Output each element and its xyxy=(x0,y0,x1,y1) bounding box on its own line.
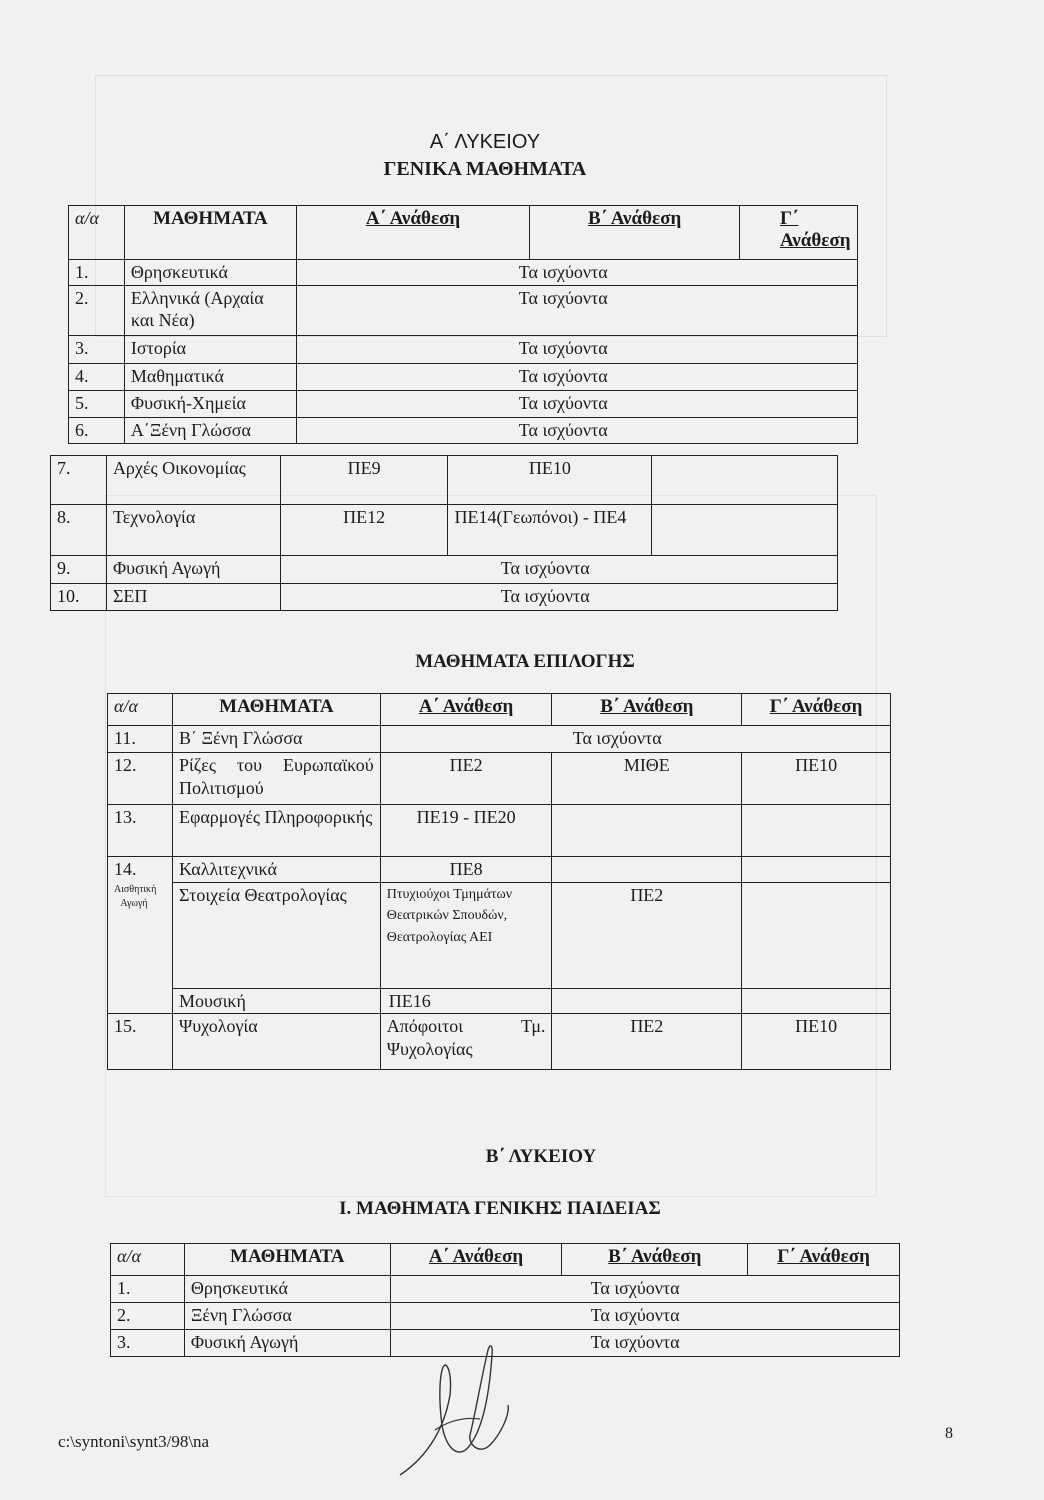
table-row xyxy=(108,726,891,753)
row-number: 9. xyxy=(51,556,107,584)
assignment-b: ΜΙΘΕ xyxy=(552,753,742,805)
table-row xyxy=(51,584,838,611)
table-row xyxy=(69,390,858,417)
row-number: 3. xyxy=(111,1330,185,1357)
row-number: 7. xyxy=(51,456,107,505)
assignment-g xyxy=(652,505,838,556)
row-number: 15. xyxy=(108,1014,173,1070)
row-number: 8. xyxy=(51,505,107,556)
course-name: Θρησκευτικά xyxy=(124,260,296,286)
assignment-span: Τα ισχύοντα xyxy=(296,335,857,363)
header-b: Β΄ Ανάθεση xyxy=(530,206,740,260)
assignment-a: Πτυχιούχοι Τμημάτων Θεατρικών Σπουδών, Θεατρολογίας ΑΕΙ xyxy=(380,882,552,988)
header-a: Α΄ Ανάθεση xyxy=(390,1244,562,1276)
page-title: Α΄ ΛΥΚΕΙΟΥ xyxy=(429,131,541,153)
aesthetic-education-label xyxy=(108,882,173,988)
course-name: Θρησκευτικά xyxy=(184,1276,390,1303)
course-name: Ρίζες του Ευρωπαϊκού Πολιτισμού xyxy=(172,753,380,805)
course-name: Εφαρμογές Πληροφορικής xyxy=(172,805,380,857)
header-b: Β΄ Ανάθεση xyxy=(552,694,742,726)
assignment-g xyxy=(742,988,891,1014)
assignment-g xyxy=(652,456,838,505)
course-name: ΣΕΠ xyxy=(106,584,280,611)
table-row xyxy=(51,556,838,584)
row-number: 1. xyxy=(69,260,125,286)
aesthetic-education-text: Αισθητική Αγωγή xyxy=(114,884,157,909)
assignment-b xyxy=(552,805,742,857)
table-row xyxy=(69,285,858,335)
assignment-b xyxy=(552,857,742,883)
table-row xyxy=(111,1276,900,1303)
assignment-b: ΠΕ14(Γεωπόνοι) - ΠΕ4 xyxy=(448,505,652,556)
table-row xyxy=(69,417,858,443)
assignment-a: ΠΕ2 xyxy=(380,753,552,805)
header-aa: α/α xyxy=(111,1244,185,1276)
header-aa: α/α xyxy=(108,694,173,726)
course-name: Ιστορία xyxy=(124,335,296,363)
row-number: 2. xyxy=(69,285,125,335)
section-title-electives: ΜΑΘΗΜΑΤΑ ΕΠΙΛΟΓΗΣ xyxy=(415,651,635,672)
table-row xyxy=(108,988,891,1014)
assignment-b: ΠΕ2 xyxy=(552,1014,742,1070)
assignment-a: ΠΕ9 xyxy=(280,456,448,505)
row-number: 13. xyxy=(108,805,173,857)
table-row xyxy=(108,857,891,883)
assignment-a: ΠΕ16 xyxy=(380,988,552,1014)
general-courses-table xyxy=(68,205,858,444)
assignment-a: ΠΕ8 xyxy=(380,857,552,883)
table-row xyxy=(108,753,891,805)
section-subtitle-b: Ι. ΜΑΘΗΜΑΤΑ ΓΕΝΙΚΗΣ ΠΑΙΔΕΙΑΣ xyxy=(339,1198,661,1219)
course-name: Α΄Ξένη Γλώσσα xyxy=(124,417,296,443)
assignment-span: Τα ισχύοντα xyxy=(390,1330,899,1357)
table-row xyxy=(108,882,891,988)
header-aa: α/α xyxy=(69,206,125,260)
table-row xyxy=(111,1303,900,1330)
row-number: 5. xyxy=(69,390,125,417)
course-name: Φυσική-Χημεία xyxy=(124,390,296,417)
assignment-a: Απόφοιτοι Τμ. Ψυχολογίας xyxy=(380,1014,552,1070)
signature xyxy=(390,1335,540,1485)
assignment-span: Τα ισχύοντα xyxy=(390,1303,899,1330)
course-name: Μαθηματικά xyxy=(124,363,296,390)
header-b: Β΄ Ανάθεση xyxy=(562,1244,748,1276)
header-a: Α΄ Ανάθεση xyxy=(380,694,552,726)
assignment-g xyxy=(742,882,891,988)
table-row xyxy=(69,260,858,286)
assignment-span: Τα ισχύοντα xyxy=(296,363,857,390)
header-course: ΜΑΘΗΜΑΤΑ xyxy=(184,1244,390,1276)
header-g: Γ΄ Ανάθεση xyxy=(748,1244,900,1276)
section-title: ΓΕΝΙΚΑ ΜΑΘΗΜΑΤΑ xyxy=(383,158,587,180)
file-path: c:\syntoni\synt3/98\na xyxy=(58,1432,210,1451)
section-title-b: Β΄ ΛΥΚΕΙΟΥ xyxy=(485,1146,597,1167)
general-courses-table-continued xyxy=(50,455,838,611)
electives-table xyxy=(107,693,891,1070)
assignment-a: ΠΕ19 - ΠΕ20 xyxy=(380,805,552,857)
header-g: Γ΄ Ανάθεση xyxy=(742,694,891,726)
assignment-b: ΠΕ10 xyxy=(448,456,652,505)
course-name: Φυσική Αγωγή xyxy=(184,1330,390,1357)
header-course: ΜΑΘΗΜΑΤΑ xyxy=(124,206,296,260)
table-row xyxy=(108,1014,891,1070)
course-name: Καλλιτεχνικά xyxy=(172,857,380,883)
assignment-span: Τα ισχύοντα xyxy=(296,260,857,286)
table-row xyxy=(69,363,858,390)
table-row xyxy=(69,335,858,363)
assignment-span: Τα ισχύοντα xyxy=(390,1276,899,1303)
assignment-g: ΠΕ10 xyxy=(742,1014,891,1070)
row-number: 6. xyxy=(69,417,125,443)
assignment-span: Τα ισχύοντα xyxy=(296,417,857,443)
assignment-b xyxy=(552,988,742,1014)
row-number: 1. xyxy=(111,1276,185,1303)
page-number: 8 xyxy=(945,1425,953,1442)
row-number: 11. xyxy=(108,726,173,753)
row-number: 12. xyxy=(108,753,173,805)
row-number xyxy=(108,988,173,1014)
table-row xyxy=(108,805,891,857)
course-name: Τεχνολογία xyxy=(106,505,280,556)
assignment-a: ΠΕ12 xyxy=(280,505,448,556)
row-number: 4. xyxy=(69,363,125,390)
table-row xyxy=(51,505,838,556)
course-name: Φυσική Αγωγή xyxy=(106,556,280,584)
assignment-g xyxy=(742,857,891,883)
row-number: 14. xyxy=(108,857,173,883)
assignment-span: Τα ισχύοντα xyxy=(280,556,837,584)
assignment-g xyxy=(742,805,891,857)
row-number: 2. xyxy=(111,1303,185,1330)
table-row xyxy=(51,456,838,505)
row-number: 3. xyxy=(69,335,125,363)
assignment-g: ΠΕ10 xyxy=(742,753,891,805)
assignment-span: Τα ισχύοντα xyxy=(296,390,857,417)
course-name: Β΄ Ξένη Γλώσσα xyxy=(172,726,380,753)
course-name: Ελληνικά (Αρχαία και Νέα) xyxy=(124,285,296,335)
row-number: 10. xyxy=(51,584,107,611)
assignment-span: Τα ισχύοντα xyxy=(296,285,857,335)
course-name: Μουσική xyxy=(172,988,380,1014)
header-g: Γ΄ Ανάθεση xyxy=(739,206,857,260)
course-name: Ξένη Γλώσσα xyxy=(184,1303,390,1330)
assignment-b: ΠΕ2 xyxy=(552,882,742,988)
course-name: Στοιχεία Θεατρολογίας xyxy=(172,882,380,988)
assignment-span: Τα ισχύοντα xyxy=(380,726,890,753)
course-name: Αρχές Οικονομίας xyxy=(106,456,280,505)
assignment-span: Τα ισχύοντα xyxy=(280,584,837,611)
course-name: Ψυχολογία xyxy=(172,1014,380,1070)
header-a: Α΄ Ανάθεση xyxy=(296,206,530,260)
header-course: ΜΑΘΗΜΑΤΑ xyxy=(172,694,380,726)
